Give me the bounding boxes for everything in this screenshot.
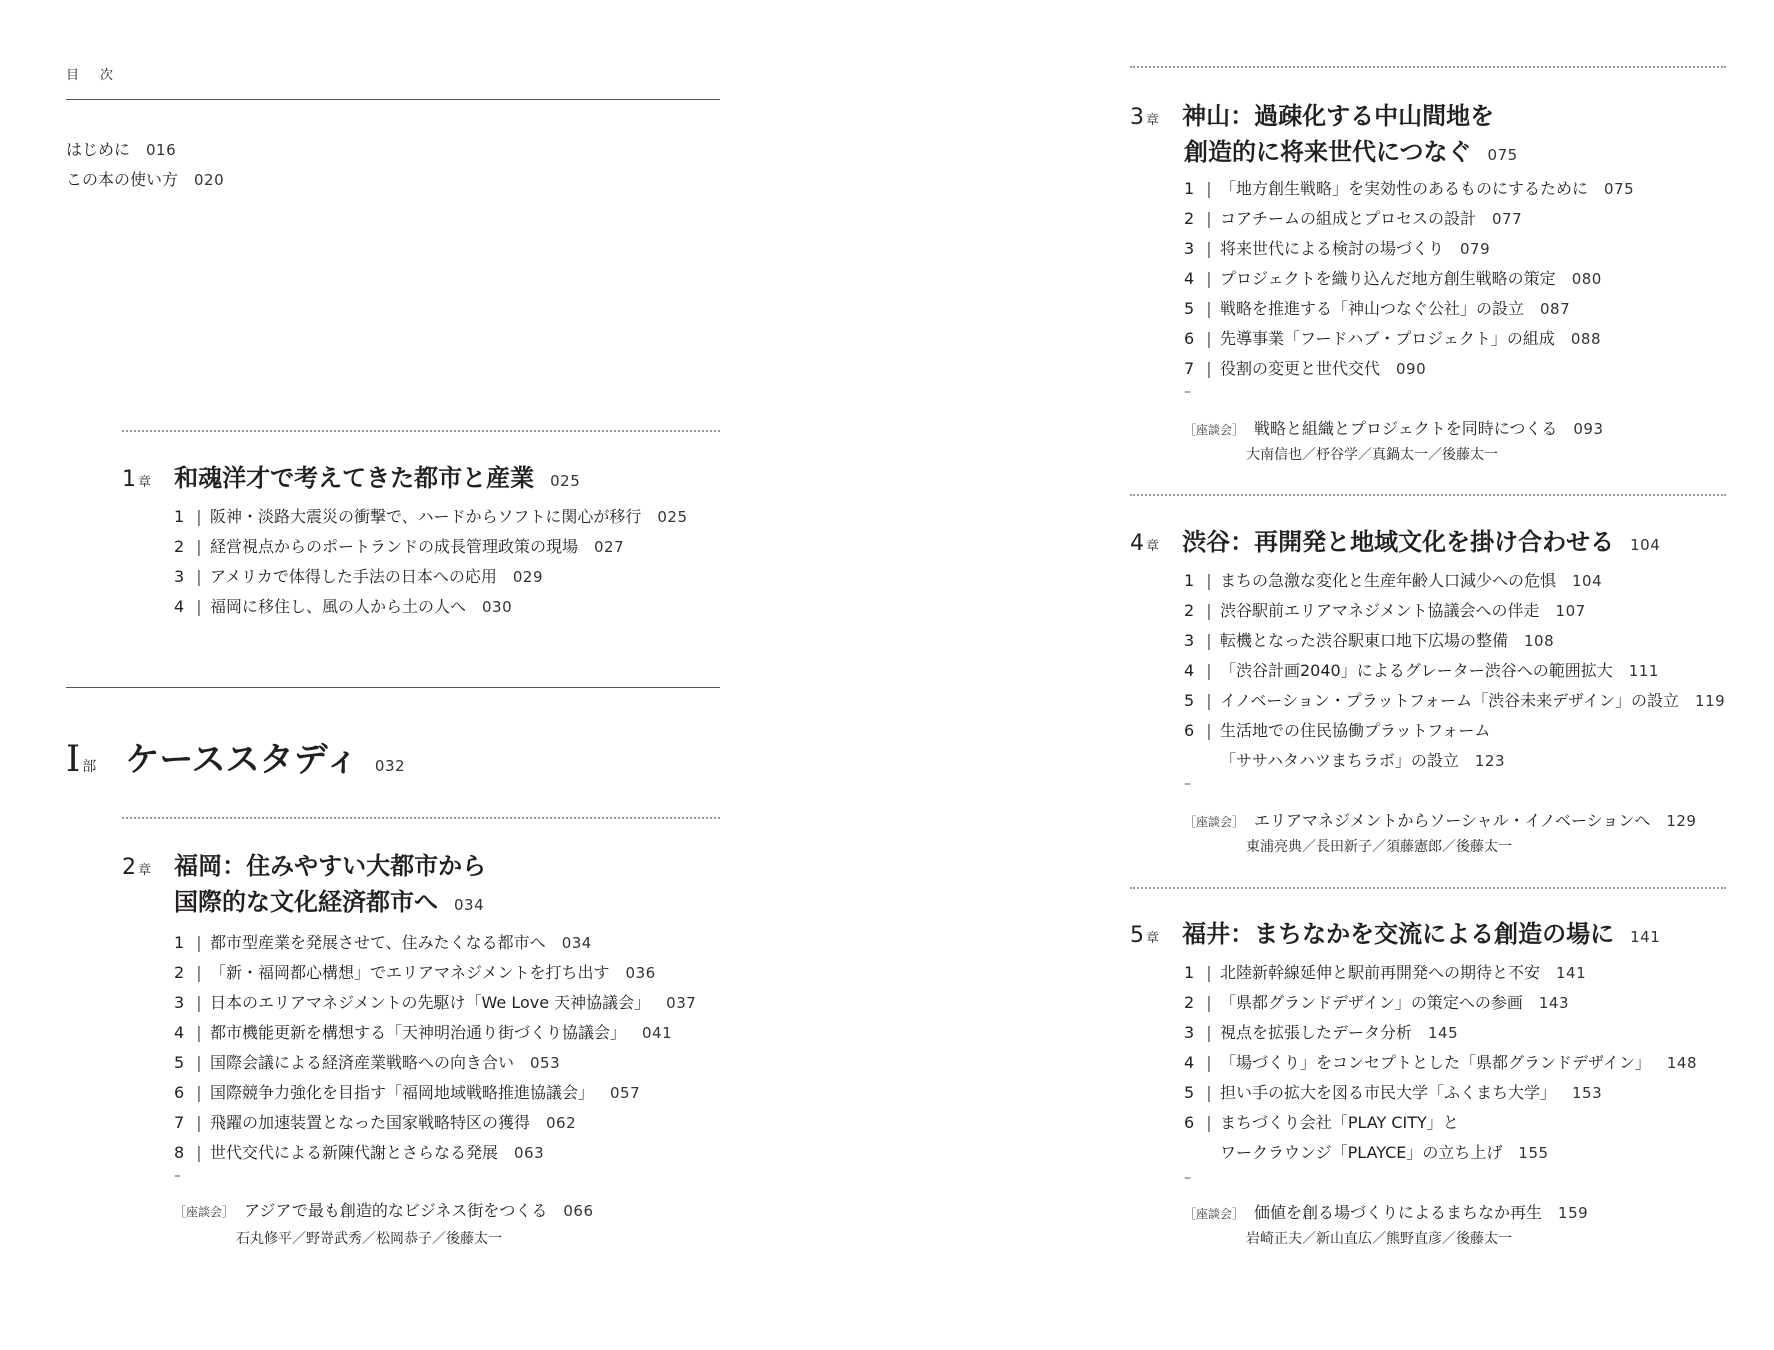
page-number: 111 xyxy=(1628,662,1659,680)
page-number: 030 xyxy=(482,598,513,616)
zadankai-entry[interactable]: ［座談会］ アジアで最も創造的なビジネス街をつくる 066 xyxy=(174,1201,594,1220)
page-number: 063 xyxy=(514,1144,545,1162)
page-number: 057 xyxy=(610,1084,641,1102)
zadankai-entry[interactable]: ［座談会］ 価値を創る場づくりによるまちなか再生 159 xyxy=(1184,1203,1589,1222)
page-number: 034 xyxy=(454,896,485,914)
page-number: 090 xyxy=(1396,360,1427,378)
toc-item[interactable]: 6 | 先導事業「フードハブ・プロジェクト」の組成 088 xyxy=(1184,329,1602,348)
zadankai-entry[interactable]: ［座談会］ 戦略と組織とプロジェクトを同時につくる 093 xyxy=(1184,419,1604,438)
page-number: 036 xyxy=(625,964,656,982)
toc-item[interactable]: 8 | 世代交代による新陳代謝とさらなる発展 063 xyxy=(174,1143,545,1162)
page-number: 077 xyxy=(1492,210,1523,228)
toc-item[interactable]: 1 | 都市型産業を発展させて、住みたくなる都市へ 034 xyxy=(174,933,592,952)
part-heading[interactable] xyxy=(66,732,405,781)
dash: – xyxy=(1184,776,1191,792)
part-title: ケーススタディ xyxy=(125,740,359,780)
toc-item[interactable]: 3 | 日本のエリアマネジメントの先駆け「We Love 天神協議会」 037 xyxy=(174,993,697,1012)
entry-title: この本の使い方 xyxy=(66,170,179,189)
page-number: 079 xyxy=(1460,240,1491,258)
toc-item[interactable]: 1 | まちの急激な変化と生産年齢人口減少への危惧 104 xyxy=(1184,571,1603,590)
page-number: 088 xyxy=(1570,330,1602,348)
chapter-title: 和魂洋才で考えてきた都市と産業 xyxy=(174,464,535,492)
toc-item[interactable]: 1 | 「地方創生戦略」を実効性のあるものにするために 075 xyxy=(1184,179,1635,198)
toc-item[interactable]: 5 | 戦略を推進する「神山つなぐ公社」の設立 087 xyxy=(1184,299,1571,318)
page-number: 080 xyxy=(1571,270,1602,288)
page-number: 119 xyxy=(1695,692,1726,710)
page-number: 087 xyxy=(1540,300,1571,318)
page-number: 155 xyxy=(1518,1144,1549,1162)
toc-item[interactable]: 6 | 国際競争力強化を目指す「福岡地域戦略推進協議会」 057 xyxy=(174,1083,641,1102)
page-number: 143 xyxy=(1538,994,1570,1012)
chapter-title: 福井：まちなかを交流による創造の場に xyxy=(1182,920,1615,948)
toc-entry[interactable] xyxy=(66,167,224,190)
zadankai-label: ［座談会］ xyxy=(1184,423,1245,437)
chapter-heading[interactable] xyxy=(1130,522,1660,557)
chapter-heading[interactable] xyxy=(122,458,580,493)
page-number: 066 xyxy=(563,1202,594,1220)
page-number: 062 xyxy=(546,1114,577,1132)
toc-item[interactable]: 3 | 視点を拡張したデータ分析 145 xyxy=(1184,1023,1459,1042)
page-number: 107 xyxy=(1555,602,1586,620)
page-number: 093 xyxy=(1573,420,1604,438)
dotted-divider xyxy=(1130,494,1726,496)
chapter-heading[interactable] xyxy=(122,846,486,881)
toc-item[interactable]: 3 | 将来世代による検討の場づくり 079 xyxy=(1184,239,1491,258)
zadankai-label: ［座談会］ xyxy=(174,1205,235,1219)
toc-item-continuation[interactable]: 「ササハタハツまちラボ」の設立 123 xyxy=(1220,751,1506,770)
page-number: 027 xyxy=(594,538,625,556)
page-number: 153 xyxy=(1572,1084,1603,1102)
dotted-divider xyxy=(122,817,720,819)
page-number: 159 xyxy=(1558,1204,1589,1222)
toc-item[interactable]: 2 | 渋谷駅前エリアマネジメント協議会への伴走 107 xyxy=(1184,601,1586,620)
toc-entry[interactable] xyxy=(66,137,176,160)
chapter-title-line2[interactable]: 創造的に将来世代につなぐ 075 xyxy=(1184,138,1518,166)
zadankai-label: ［座談会］ xyxy=(1184,815,1245,829)
chapter-number: 1 章 xyxy=(122,467,152,492)
page-number: 104 xyxy=(1572,572,1603,590)
toc-item[interactable]: 2 | 「県都グランドデザイン」の策定への参画 143 xyxy=(1184,993,1570,1012)
toc-item[interactable]: 1 | 阪神・淡路大震災の衝撃で、ハードからソフトに関心が移行 025 xyxy=(174,507,688,526)
page-number: 032 xyxy=(374,757,406,775)
chapter-number: 2 章 xyxy=(122,855,152,880)
page-number: 020 xyxy=(194,171,225,189)
toc-item[interactable]: 3 | 転機となった渋谷駅東口地下広場の整備 108 xyxy=(1184,631,1555,650)
page-number: 025 xyxy=(550,472,581,490)
toc-item[interactable]: 3 | アメリカで体得した手法の日本への応用 029 xyxy=(174,567,544,586)
page-number: 041 xyxy=(642,1024,673,1042)
dotted-divider xyxy=(1130,887,1726,889)
toc-item-continuation[interactable]: ワークラウンジ「PLAYCE」の立ち上げ 155 xyxy=(1220,1143,1549,1162)
chapter-number: 3 章 xyxy=(1130,105,1160,130)
toc-item[interactable]: 5 | 国際会議による経済産業戦略への向き合い 053 xyxy=(174,1053,561,1072)
chapter-heading[interactable] xyxy=(1130,914,1660,949)
page-number: 075 xyxy=(1604,180,1635,198)
toc-item[interactable]: 7 | 役割の変更と世代交代 090 xyxy=(1184,359,1427,378)
entry-title: はじめに xyxy=(66,140,131,159)
toc-item[interactable]: 4 | プロジェクトを織り込んだ地方創生戦略の策定 080 xyxy=(1184,269,1602,288)
page-number: 123 xyxy=(1474,752,1506,770)
toc-item[interactable]: 1 | 北陸新幹線延伸と駅前再開発への期待と不安 141 xyxy=(1184,963,1587,982)
toc-item[interactable]: 4 | 「渋谷計画2040」によるグレーター渋谷への範囲拡大 111 xyxy=(1184,661,1659,680)
page-number: 145 xyxy=(1428,1024,1459,1042)
zadankai-members: 大南信也／杼谷学／真鍋太一／後藤太一 xyxy=(1246,447,1498,463)
toc-item[interactable]: 7 | 飛躍の加速装置となった国家戦略特区の獲得 062 xyxy=(174,1113,577,1132)
page-number: 108 xyxy=(1524,632,1555,650)
zadankai-label: ［座談会］ xyxy=(1184,1207,1245,1221)
dash: – xyxy=(174,1168,181,1184)
chapter-heading[interactable] xyxy=(1130,96,1494,131)
zadankai-entry[interactable]: ［座談会］ エリアマネジメントからソーシャル・イノベーションへ 129 xyxy=(1184,811,1697,830)
page-number: 129 xyxy=(1666,812,1697,830)
chapter-title-line2[interactable]: 国際的な文化経済都市へ 034 xyxy=(174,888,485,916)
toc-item[interactable]: 4 | 都市機能更新を構想する「天神明治通り街づくり協議会」 041 xyxy=(174,1023,673,1042)
page-number: 148 xyxy=(1666,1054,1698,1072)
toc-item[interactable]: 4 | 福岡に移住し、風の人から土の人へ 030 xyxy=(174,597,513,616)
divider xyxy=(66,687,720,688)
page-number: 141 xyxy=(1630,928,1661,946)
toc-item[interactable]: 5 | 担い手の拡大を図る市民大学「ふくまち大学」 153 xyxy=(1184,1083,1603,1102)
dotted-divider xyxy=(1130,66,1726,68)
page-number: 034 xyxy=(561,934,592,952)
dotted-divider xyxy=(122,430,720,432)
chapter-title: 神山：過疎化する中山間地を xyxy=(1182,102,1495,130)
dash: – xyxy=(1184,384,1191,400)
page-number: 075 xyxy=(1487,146,1518,164)
zadankai-members: 東浦亮典／長田新子／須藤憲郎／後藤太一 xyxy=(1246,839,1512,855)
page-number: 037 xyxy=(666,994,697,1012)
page-number: 053 xyxy=(530,1054,561,1072)
toc-item[interactable]: 5 | イノベーション・プラットフォーム「渋谷未来デザイン」の設立 119 xyxy=(1184,691,1726,710)
zadankai-members: 石丸修平／野嵜武秀／松岡恭子／後藤太一 xyxy=(236,1231,502,1247)
toc-item[interactable]: 4 | 「場づくり」をコンセプトとした「県都グランドデザイン」 148 xyxy=(1184,1053,1698,1072)
page-number: 025 xyxy=(657,508,688,526)
toc-heading: 目 次 xyxy=(66,68,118,83)
toc-item[interactable]: 2 | コアチームの組成とプロセスの設計 077 xyxy=(1184,209,1523,228)
divider xyxy=(66,99,720,100)
toc-item[interactable]: 6 | 生活地での住民協働プラットフォーム xyxy=(1184,721,1491,740)
chapter-number: 4 章 xyxy=(1130,531,1160,556)
chapter-number: 5 章 xyxy=(1130,923,1160,948)
part-number: I部 xyxy=(66,739,97,780)
toc-item[interactable]: 2 | 「新・福岡都心構想」でエリアマネジメントを打ち出す 036 xyxy=(174,963,656,982)
page-number: 029 xyxy=(512,568,544,586)
chapter-title: 福岡：住みやすい大都市から xyxy=(174,852,487,880)
page-number: 141 xyxy=(1556,964,1587,982)
toc-item[interactable]: 2 | 経営視点からのポートランドの成長管理政策の現場 027 xyxy=(174,537,625,556)
page-number: 104 xyxy=(1630,536,1661,554)
zadankai-members: 岩崎正夫／新山直広／熊野直彦／後藤太一 xyxy=(1246,1231,1512,1247)
page-number: 016 xyxy=(146,141,177,159)
dash: – xyxy=(1184,1170,1191,1186)
toc-item[interactable]: 6 | まちづくり会社「PLAY CITY」と xyxy=(1184,1113,1459,1132)
chapter-title: 渋谷：再開発と地域文化を掛け合わせる xyxy=(1182,528,1615,556)
